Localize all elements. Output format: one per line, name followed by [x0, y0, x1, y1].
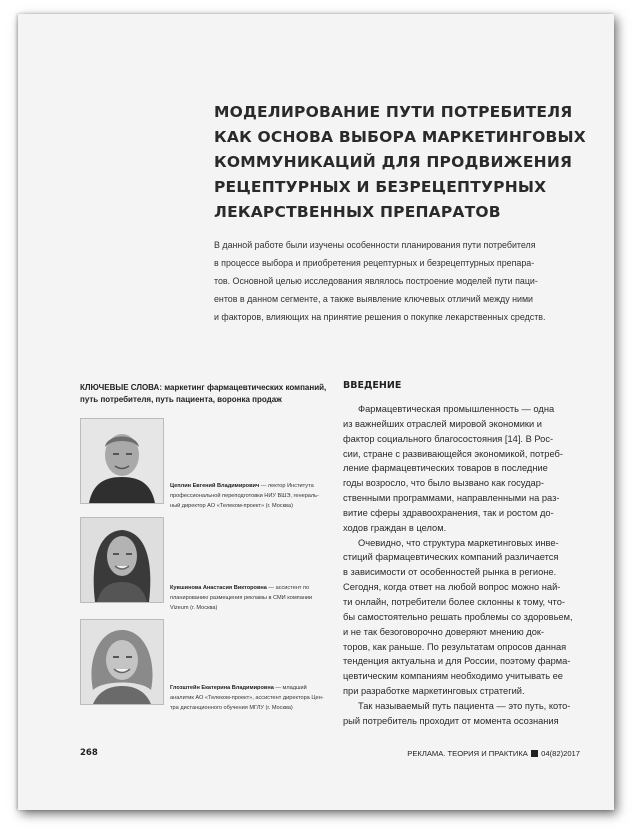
body-line: сии, стране с развивающейся экономикой, потреб-	[343, 448, 563, 459]
body-line: Фармацевтическая промышленность — одна	[358, 404, 555, 414]
body-line: ственными программами, направленными на раз-	[343, 493, 560, 504]
title-line: МОДЕЛИРОВАНИЕ ПУТИ ПОТРЕБИТЕЛЯ	[214, 103, 573, 121]
body-line: торов, как раньше. По результатам опросов данная	[343, 641, 567, 652]
body-line: стиций фармацевтических компаний различается	[343, 552, 559, 563]
body-line: фактор социального благосостояния [14]. В Рос-	[343, 433, 554, 444]
page-number: 268	[80, 748, 98, 758]
title-line: КОММУНИКАЦИЙ ДЛЯ ПРОДВИЖЕНИЯ	[214, 153, 573, 171]
keywords-line: КЛЮЧЕВЫЕ СЛОВА: маркетинг фармацевтических компаний,	[80, 383, 327, 392]
abstract	[214, 236, 596, 326]
author-bio	[170, 683, 330, 713]
journal-footer	[407, 749, 580, 758]
abstract-line: В данной работе были изучены особенности планирования пути потребителя	[214, 240, 536, 250]
author-photo	[80, 619, 164, 705]
body-line: Очевидно, что структура маркетинговых инве-	[358, 537, 559, 548]
body-line: из важнейших отраслей мировой экономики и	[343, 418, 542, 429]
body-line: рый потребитель проходит от момента осознания	[343, 715, 559, 726]
body-line: ходов граждан в целом.	[343, 522, 447, 533]
author-name: Глозштейн Екатерина Владимировна	[170, 685, 274, 691]
body-line: годы возросло, что было вызвано как государ-	[343, 478, 544, 489]
author-bio-line: Vizeum (г. Москва)	[170, 605, 218, 611]
body-line: при разработке маркетинговых стратегий.	[343, 686, 525, 697]
title-line: КАК ОСНОВА ВЫБОРА МАРКЕТИНГОВЫХ	[214, 128, 586, 146]
author-bio-line: — лектор Института	[259, 483, 314, 489]
square-separator-icon	[531, 750, 538, 757]
abstract-line: в процессе выбора и приобретения рецептурных и безрецептурных препара-	[214, 258, 535, 268]
journal-page	[18, 14, 614, 810]
body-line: витие сферы здравоохранения, так и ростом до-	[343, 507, 554, 518]
journal-issue: 04(82)2017	[541, 749, 580, 758]
body-line: Так называемый путь пациента — это путь, кото-	[358, 700, 571, 711]
journal-name: РЕКЛАМА. ТЕОРИЯ И ПРАКТИКА	[407, 749, 528, 758]
abstract-line: ентов в данном сегменте, а также выявление ключевых отличий между ними	[214, 294, 534, 304]
author-photo	[80, 517, 164, 603]
author-bio-line: тра дистанционного обучения МГЛУ (г. Москва)	[170, 705, 293, 711]
author-photo	[80, 418, 164, 504]
section-heading: ВВЕДЕНИЕ	[343, 380, 402, 391]
body-text	[343, 402, 605, 729]
abstract-line: тов. Основной целью исследования являлось построение моделей пути паци-	[214, 276, 538, 286]
body-line: ление фармацевтических товаров в последние	[343, 463, 548, 474]
body-line: Сегодня, когда ответ на любой вопрос можно най-	[343, 582, 561, 593]
author-bio-line: профессиональной переподготовки НИУ ВШЭ, генераль-	[170, 493, 319, 499]
keywords-line: путь потребителя, путь пациента, воронка продаж	[80, 395, 282, 404]
title-line: ЛЕКАРСТВЕННЫХ ПРЕПАРАТОВ	[214, 203, 501, 221]
keywords	[80, 382, 330, 406]
author-bio-line: планированию размещения рекламы в СМИ компании	[170, 595, 313, 601]
title-line: РЕЦЕПТУРНЫХ И БЕЗРЕЦЕПТУРНЫХ	[214, 178, 547, 196]
author-bio-line: — младший	[273, 685, 307, 691]
body-line: цевтическим компаниям необходимо учитывать ее	[343, 671, 563, 682]
body-line: тенденция актуальна и для России, поэтому фарма-	[343, 656, 571, 667]
author-name: Цеплин Евгений Владимирович	[170, 483, 260, 489]
article-title	[214, 100, 594, 225]
author-bio-line: ный директор АО «Телеком-проект» (г. Москва)	[170, 503, 293, 509]
body-line: бы самостоятельно решать проблемы со здоровьем,	[343, 611, 573, 622]
author-bio	[170, 583, 330, 613]
body-line: ти онлайн, потребители более склонны к тому, что-	[343, 596, 565, 607]
author-bio	[170, 481, 330, 511]
author-bio-line: — ассистент по	[266, 585, 310, 591]
body-line: и не так безоговорочно доверяют мнению док-	[343, 626, 545, 637]
author-name: Кувшинова Анастасия Викторовна	[170, 585, 267, 591]
body-line: в зависимости от особенностей рынка в регионе.	[343, 567, 557, 578]
author-bio-line: аналитик АО «Телеком-проект», ассистент директора Цен-	[170, 695, 324, 701]
abstract-line: и факторов, влияющих на принятие решения о покупке лекарственных средств.	[214, 312, 546, 322]
